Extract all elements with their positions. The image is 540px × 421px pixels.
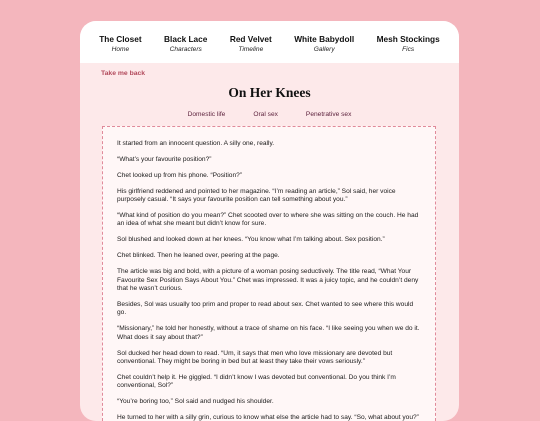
page-title: On Her Knees — [228, 85, 311, 100]
nav-item-white-babydoll[interactable] — [294, 34, 354, 54]
tag-list — [80, 111, 459, 118]
nav-item-black-lace[interactable] — [164, 34, 207, 54]
nav-item-title: Mesh Stockings — [376, 34, 440, 44]
story-paragraph: Chet looked up from his phone. “Position?” — [117, 171, 242, 179]
story-paragraph: “What kind of position do you mean?” Chet scooted over to where she was sitting on the couch. He had an idea of what she meant but didn’t know for sure. — [117, 212, 419, 228]
story-paragraph: Besides, Sol was usually too prim and proper to read about sex. Chet wanted to see where this would go. — [117, 300, 414, 317]
story-paragraph: It started from an innocent question. A silly one, really. — [117, 140, 275, 147]
nav-item-subtitle: Characters — [169, 46, 202, 53]
story-paragraph: Chet couldn’t help it. He giggled. “I didn’t know I was devoted but conventional. Do you think I’m conventional, Sol?” — [117, 373, 396, 390]
story-paragraph: His girlfriend reddened and pointed to her magazine. “I’m reading an article,” Sol said, her voice purposely casual. “It says your favourite position can tell something about you.” — [117, 187, 396, 204]
nav-item-title: White Babydoll — [294, 34, 355, 44]
tag-link-oral-sex[interactable]: Oral sex — [253, 111, 278, 118]
story-paragraph: “Missionary,” he told her honestly, without a trace of shame on his face. “I like seeing you when we do it. What does it say about that?” — [117, 325, 420, 341]
nav-item-title: Black Lace — [164, 34, 208, 44]
story-paragraph: He turned to her with a silly grin, curious to know what else the article had to say. “So, what about you?” — [117, 414, 419, 421]
top-nav — [80, 21, 459, 63]
tag-link-penetrative-sex[interactable]: Penetrative sex — [305, 111, 352, 118]
back-link[interactable]: Take me back — [101, 70, 146, 77]
nav-item-red-velvet[interactable] — [230, 34, 272, 54]
nav-item-subtitle: Home — [111, 46, 130, 53]
nav-item-mesh-stockings[interactable] — [377, 34, 440, 54]
tag-link-domestic-life[interactable]: Domestic life — [187, 111, 226, 118]
nav-item-subtitle: Fics — [402, 46, 415, 53]
story-paragraph: Sol blushed and looked down at her knees. “You know what I’m talking about. Sex position.” — [117, 236, 385, 244]
story-paragraph: “You’re boring too,” Sol said and nudged his shoulder. — [117, 398, 274, 406]
nav-item-the-closet[interactable] — [99, 34, 141, 54]
nav-item-subtitle: Gallery — [313, 46, 335, 53]
story-paragraph: The article was big and bold, with a picture of a woman posing seductively. The title read, “What Your Favourite Sex Position Says About You.” Chet was impressed. It was a juicy topic, and he couldn’t deny that he wasn’t curious. — [117, 268, 419, 292]
story-paragraph: Chet blinked. Then he leaned over, peering at the page. — [117, 252, 280, 260]
content-card — [80, 21, 459, 421]
nav-item-subtitle: Timeline — [238, 46, 264, 53]
story-paragraph: “What’s your favourite position?” — [117, 155, 212, 163]
story-paragraph: Sol ducked her head down to read. “Um, it says that men who love missionary are devoted but conventional. They might be boring in bed but at least they take their vows seriously.” — [117, 349, 393, 365]
story-body — [102, 126, 436, 421]
nav-item-title: Red Velvet — [229, 34, 272, 44]
nav-item-title: The Closet — [99, 34, 142, 44]
